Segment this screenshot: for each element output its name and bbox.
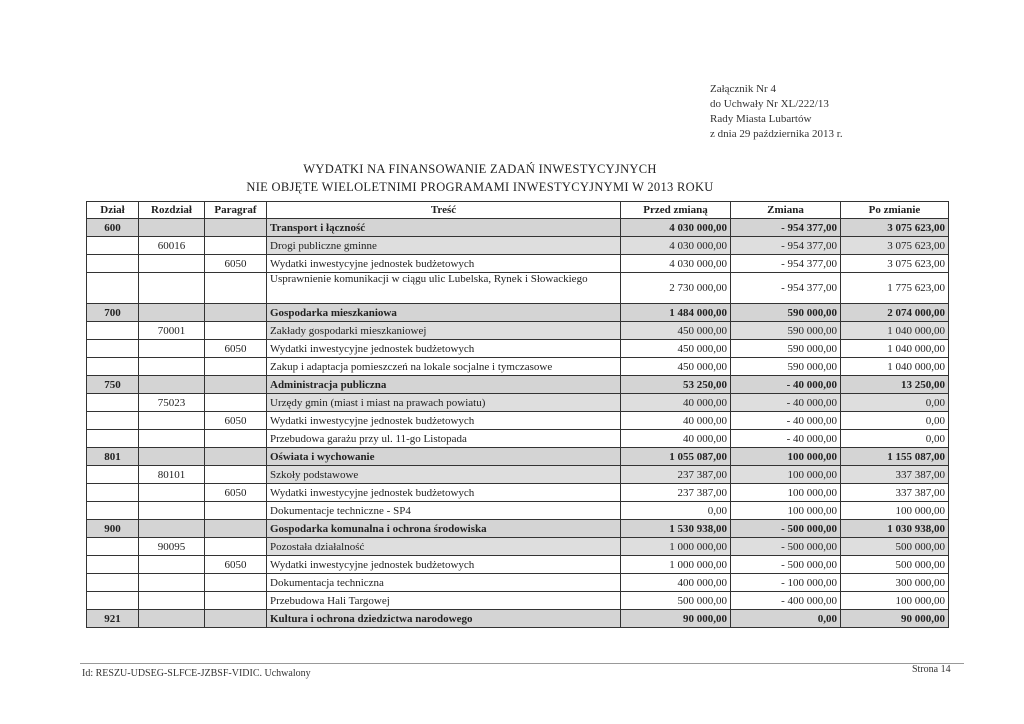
cell-tresc: Dokumentacja techniczna — [267, 574, 621, 592]
cell-zmiana: - 40 000,00 — [731, 412, 841, 430]
cell-rozdzial — [139, 255, 205, 273]
table-row — [87, 538, 949, 556]
cell-dzial — [87, 412, 139, 430]
cell-przed-zmiana: 40 000,00 — [621, 394, 731, 412]
table-row — [87, 610, 949, 628]
cell-przed-zmiana: 4 030 000,00 — [621, 237, 731, 255]
cell-rozdzial — [139, 340, 205, 358]
cell-paragraf — [205, 448, 267, 466]
cell-rozdzial — [139, 502, 205, 520]
cell-po-zmianie: 337 387,00 — [841, 466, 949, 484]
cell-dzial — [87, 394, 139, 412]
cell-zmiana: - 40 000,00 — [731, 376, 841, 394]
cell-rozdzial — [139, 219, 205, 237]
cell-tresc: Wydatki inwestycyjne jednostek budżetowych — [267, 340, 621, 358]
cell-zmiana: 100 000,00 — [731, 484, 841, 502]
cell-dzial — [87, 466, 139, 484]
cell-po-zmianie: 0,00 — [841, 430, 949, 448]
cell-po-zmianie: 3 075 623,00 — [841, 237, 949, 255]
cell-tresc: Usprawnienie komunikacji w ciągu ulic Lubelska, Rynek i Słowackiego — [267, 273, 621, 304]
footer-page-number: Strona 14 — [912, 664, 951, 675]
cell-tresc: Pozostała działalność — [267, 538, 621, 556]
cell-dzial: 801 — [87, 448, 139, 466]
cell-po-zmianie: 3 075 623,00 — [841, 219, 949, 237]
cell-zmiana: 100 000,00 — [731, 448, 841, 466]
cell-dzial — [87, 538, 139, 556]
cell-przed-zmiana: 237 387,00 — [621, 484, 731, 502]
cell-przed-zmiana: 2 730 000,00 — [621, 273, 731, 304]
cell-przed-zmiana: 4 030 000,00 — [621, 219, 731, 237]
cell-po-zmianie: 1 155 087,00 — [841, 448, 949, 466]
table-row — [87, 322, 949, 340]
cell-przed-zmiana: 90 000,00 — [621, 610, 731, 628]
cell-paragraf — [205, 610, 267, 628]
cell-tresc: Urzędy gmin (miast i miast na prawach powiatu) — [267, 394, 621, 412]
cell-po-zmianie: 1 775 623,00 — [841, 273, 949, 304]
cell-dzial — [87, 237, 139, 255]
cell-dzial: 600 — [87, 219, 139, 237]
cell-zmiana: - 500 000,00 — [731, 538, 841, 556]
cell-paragraf — [205, 273, 267, 304]
cell-tresc: Dokumentacje techniczne - SP4 — [267, 502, 621, 520]
cell-rozdzial — [139, 448, 205, 466]
cell-przed-zmiana: 1 000 000,00 — [621, 556, 731, 574]
cell-paragraf — [205, 538, 267, 556]
cell-paragraf: 6050 — [205, 412, 267, 430]
table-row — [87, 556, 949, 574]
cell-rozdzial — [139, 412, 205, 430]
cell-po-zmianie: 1 040 000,00 — [841, 322, 949, 340]
title-line-2: NIE OBJĘTE WIELOLETNIMI PROGRAMAMI INWESTYCYJNYMI W 2013 ROKU — [246, 180, 714, 194]
attachment-note — [710, 82, 843, 142]
cell-rozdzial — [139, 430, 205, 448]
cell-po-zmianie: 1 030 938,00 — [841, 520, 949, 538]
cell-paragraf — [205, 237, 267, 255]
cell-paragraf: 6050 — [205, 255, 267, 273]
cell-przed-zmiana: 40 000,00 — [621, 412, 731, 430]
cell-tresc: Wydatki inwestycyjne jednostek budżetowych — [267, 255, 621, 273]
cell-przed-zmiana: 1 484 000,00 — [621, 304, 731, 322]
cell-dzial — [87, 484, 139, 502]
table-row — [87, 273, 949, 304]
cell-dzial: 700 — [87, 304, 139, 322]
title-line-1: WYDATKI NA FINANSOWANIE ZADAŃ INWESTYCYJNYCH — [303, 162, 657, 176]
cell-paragraf — [205, 304, 267, 322]
cell-przed-zmiana: 53 250,00 — [621, 376, 731, 394]
cell-rozdzial — [139, 574, 205, 592]
cell-dzial: 921 — [87, 610, 139, 628]
table-row — [87, 430, 949, 448]
cell-rozdzial — [139, 610, 205, 628]
cell-po-zmianie: 2 074 000,00 — [841, 304, 949, 322]
cell-rozdzial — [139, 273, 205, 304]
cell-przed-zmiana: 450 000,00 — [621, 340, 731, 358]
cell-po-zmianie: 100 000,00 — [841, 502, 949, 520]
cell-tresc: Wydatki inwestycyjne jednostek budżetowych — [267, 484, 621, 502]
table-header-row — [87, 202, 949, 219]
cell-dzial — [87, 556, 139, 574]
table-row — [87, 412, 949, 430]
table-row — [87, 484, 949, 502]
document-title — [80, 160, 880, 196]
cell-tresc: Wydatki inwestycyjne jednostek budżetowych — [267, 556, 621, 574]
cell-tresc: Gospodarka komunalna i ochrona środowiska — [267, 520, 621, 538]
cell-zmiana: - 40 000,00 — [731, 394, 841, 412]
cell-tresc: Transport i łączność — [267, 219, 621, 237]
cell-zmiana: - 500 000,00 — [731, 520, 841, 538]
cell-po-zmianie: 1 040 000,00 — [841, 340, 949, 358]
header-po-zmianie: Po zmianie — [841, 202, 949, 219]
header-dzial: Dział — [87, 202, 139, 219]
cell-po-zmianie: 300 000,00 — [841, 574, 949, 592]
cell-dzial — [87, 574, 139, 592]
table-row — [87, 394, 949, 412]
cell-dzial — [87, 592, 139, 610]
cell-po-zmianie: 90 000,00 — [841, 610, 949, 628]
header-rozdzial: Rozdział — [139, 202, 205, 219]
cell-paragraf — [205, 219, 267, 237]
cell-po-zmianie: 500 000,00 — [841, 556, 949, 574]
cell-zmiana: 100 000,00 — [731, 502, 841, 520]
cell-przed-zmiana: 1 000 000,00 — [621, 538, 731, 556]
cell-zmiana: - 954 377,00 — [731, 219, 841, 237]
table-row — [87, 574, 949, 592]
table-row — [87, 592, 949, 610]
cell-rozdzial: 75023 — [139, 394, 205, 412]
expenditure-table — [86, 201, 949, 628]
table-row — [87, 237, 949, 255]
cell-zmiana: 590 000,00 — [731, 358, 841, 376]
cell-tresc: Zakłady gospodarki mieszkaniowej — [267, 322, 621, 340]
cell-przed-zmiana: 1 530 938,00 — [621, 520, 731, 538]
cell-przed-zmiana: 237 387,00 — [621, 466, 731, 484]
cell-zmiana: - 400 000,00 — [731, 592, 841, 610]
cell-tresc: Przebudowa garażu przy ul. 11-go Listopada — [267, 430, 621, 448]
cell-po-zmianie: 0,00 — [841, 394, 949, 412]
cell-dzial: 750 — [87, 376, 139, 394]
cell-rozdzial — [139, 358, 205, 376]
header-paragraf: Paragraf — [205, 202, 267, 219]
table-row — [87, 448, 949, 466]
cell-przed-zmiana: 450 000,00 — [621, 322, 731, 340]
cell-przed-zmiana: 4 030 000,00 — [621, 255, 731, 273]
cell-dzial — [87, 358, 139, 376]
cell-paragraf — [205, 430, 267, 448]
cell-przed-zmiana: 40 000,00 — [621, 430, 731, 448]
expenditure-table-wrapper — [86, 201, 948, 628]
council-name: Rady Miasta Lubartów — [710, 113, 812, 125]
cell-tresc: Szkoły podstawowe — [267, 466, 621, 484]
table-body — [87, 219, 949, 628]
cell-dzial — [87, 340, 139, 358]
cell-rozdzial — [139, 304, 205, 322]
cell-zmiana: 590 000,00 — [731, 340, 841, 358]
table-row — [87, 219, 949, 237]
cell-po-zmianie: 1 040 000,00 — [841, 358, 949, 376]
cell-tresc: Przebudowa Hali Targowej — [267, 592, 621, 610]
cell-przed-zmiana: 0,00 — [621, 502, 731, 520]
cell-zmiana: 590 000,00 — [731, 322, 841, 340]
attachment-number: Załącznik Nr 4 — [710, 83, 776, 95]
cell-zmiana: 0,00 — [731, 610, 841, 628]
cell-rozdzial: 90095 — [139, 538, 205, 556]
header-przed-zmiana: Przed zmianą — [621, 202, 731, 219]
cell-zmiana: - 500 000,00 — [731, 556, 841, 574]
table-row — [87, 255, 949, 273]
table-row — [87, 376, 949, 394]
table-row — [87, 466, 949, 484]
cell-paragraf — [205, 376, 267, 394]
cell-przed-zmiana: 500 000,00 — [621, 592, 731, 610]
cell-zmiana: 100 000,00 — [731, 466, 841, 484]
cell-zmiana: - 954 377,00 — [731, 273, 841, 304]
cell-tresc: Drogi publiczne gminne — [267, 237, 621, 255]
cell-tresc: Gospodarka mieszkaniowa — [267, 304, 621, 322]
footer-divider — [80, 663, 964, 664]
cell-dzial — [87, 273, 139, 304]
cell-zmiana: - 954 377,00 — [731, 255, 841, 273]
table-row — [87, 520, 949, 538]
cell-dzial — [87, 430, 139, 448]
cell-po-zmianie: 500 000,00 — [841, 538, 949, 556]
cell-rozdzial — [139, 376, 205, 394]
cell-dzial — [87, 322, 139, 340]
cell-dzial: 900 — [87, 520, 139, 538]
cell-paragraf — [205, 394, 267, 412]
cell-zmiana: 590 000,00 — [731, 304, 841, 322]
cell-zmiana: - 40 000,00 — [731, 430, 841, 448]
cell-tresc: Wydatki inwestycyjne jednostek budżetowych — [267, 412, 621, 430]
cell-przed-zmiana: 400 000,00 — [621, 574, 731, 592]
cell-rozdzial: 70001 — [139, 322, 205, 340]
cell-po-zmianie: 3 075 623,00 — [841, 255, 949, 273]
resolution-date: z dnia 29 października 2013 r. — [710, 128, 843, 140]
cell-paragraf — [205, 466, 267, 484]
cell-dzial — [87, 255, 139, 273]
cell-rozdzial — [139, 592, 205, 610]
cell-po-zmianie: 13 250,00 — [841, 376, 949, 394]
cell-tresc: Administracja publiczna — [267, 376, 621, 394]
cell-po-zmianie: 0,00 — [841, 412, 949, 430]
cell-paragraf — [205, 574, 267, 592]
header-tresc: Treść — [267, 202, 621, 219]
header-zmiana: Zmiana — [731, 202, 841, 219]
cell-rozdzial — [139, 520, 205, 538]
cell-paragraf — [205, 592, 267, 610]
cell-zmiana: - 100 000,00 — [731, 574, 841, 592]
table-row — [87, 502, 949, 520]
cell-paragraf: 6050 — [205, 556, 267, 574]
table-row — [87, 358, 949, 376]
resolution-number: do Uchwały Nr XL/222/13 — [710, 98, 829, 110]
cell-rozdzial: 60016 — [139, 237, 205, 255]
table-row — [87, 304, 949, 322]
cell-paragraf — [205, 322, 267, 340]
footer-document-id: Id: RESZU-UDSEG-SLFCE-JZBSF-VIDIC. Uchwalony — [82, 668, 311, 679]
cell-paragraf — [205, 520, 267, 538]
cell-przed-zmiana: 450 000,00 — [621, 358, 731, 376]
cell-po-zmianie: 100 000,00 — [841, 592, 949, 610]
table-row — [87, 340, 949, 358]
cell-tresc: Kultura i ochrona dziedzictwa narodowego — [267, 610, 621, 628]
cell-tresc: Zakup i adaptacja pomieszczeń na lokale socjalne i tymczasowe — [267, 358, 621, 376]
cell-rozdzial: 80101 — [139, 466, 205, 484]
cell-rozdzial — [139, 484, 205, 502]
cell-paragraf — [205, 358, 267, 376]
cell-po-zmianie: 337 387,00 — [841, 484, 949, 502]
cell-zmiana: - 954 377,00 — [731, 237, 841, 255]
cell-paragraf: 6050 — [205, 484, 267, 502]
cell-paragraf: 6050 — [205, 340, 267, 358]
cell-przed-zmiana: 1 055 087,00 — [621, 448, 731, 466]
cell-paragraf — [205, 502, 267, 520]
cell-rozdzial — [139, 556, 205, 574]
cell-dzial — [87, 502, 139, 520]
cell-tresc: Oświata i wychowanie — [267, 448, 621, 466]
